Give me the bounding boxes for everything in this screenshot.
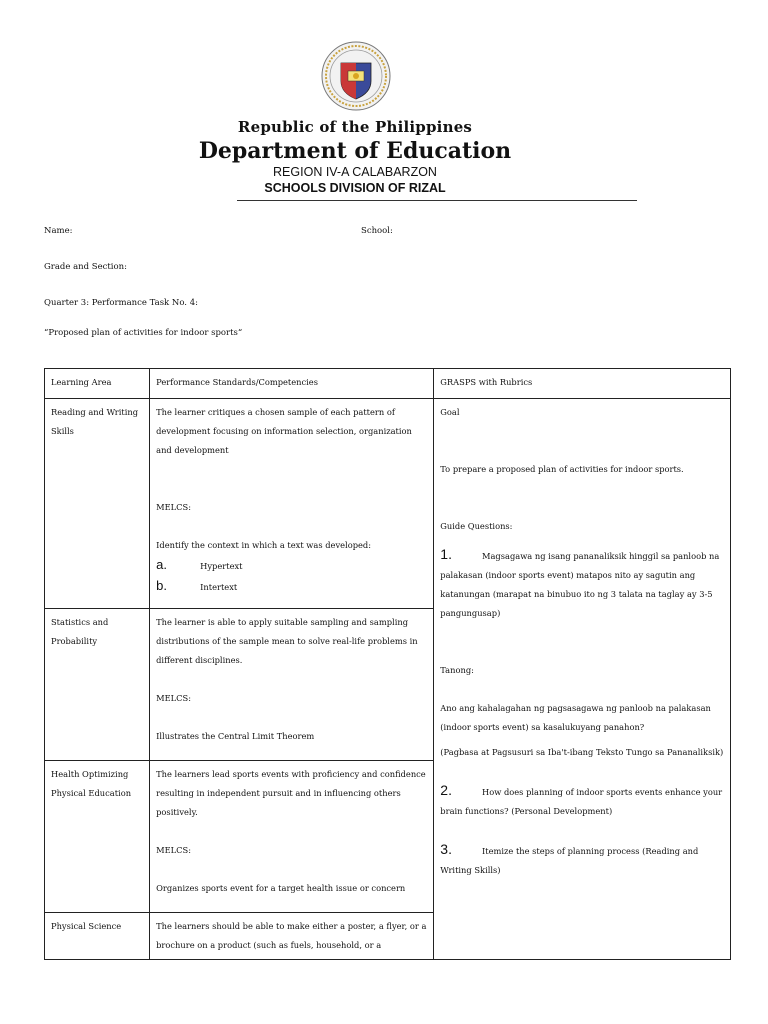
question-number: 1. <box>440 546 452 562</box>
goal-label: Goal <box>440 407 460 417</box>
standards-cell <box>150 913 434 960</box>
question-text: Itemize the steps of planning process (Reading and Writing Skills) <box>440 846 699 875</box>
standards-cell <box>150 761 434 913</box>
list-marker: b. <box>156 578 167 593</box>
list-item-text: Intertext <box>200 582 238 592</box>
table-header-cell: Learning Area <box>45 369 150 399</box>
list-item <box>156 576 427 597</box>
learning-area-cell: Health Optimizing Physical Education <box>45 761 150 913</box>
learning-area-cell: Statistics and Probability <box>45 609 150 761</box>
learning-area-cell: Reading and Writing Skills <box>45 399 150 609</box>
question-3 <box>440 840 724 880</box>
deped-seal-icon <box>321 41 391 111</box>
question-2 <box>440 781 724 821</box>
table-row <box>45 399 731 609</box>
header-rule <box>237 200 637 201</box>
standards-cell <box>150 399 434 609</box>
task-title: “Proposed plan of activities for indoor sports“ <box>44 328 243 338</box>
competency-text: Identify the context in which a text was developed: <box>156 540 372 550</box>
question-number: 2. <box>440 782 452 798</box>
competency-text: Organizes sports event for a target health issue or concern <box>156 883 406 893</box>
table-header-row <box>45 369 731 399</box>
republic-heading: Republic of the Philippines <box>237 118 473 136</box>
task-label: Quarter 3: Performance Task No. 4: <box>44 298 198 308</box>
melcs-label: MELCS: <box>156 502 192 512</box>
standards-cell <box>150 609 434 761</box>
list-marker: a. <box>156 557 167 572</box>
grade-section-label: Grade and Section: <box>44 262 127 272</box>
standard-text: The learner critiques a chosen sample of each pattern of development focusing on information selection, organization and development <box>156 407 412 455</box>
competency-text: Illustrates the Central Limit Theorem <box>156 731 315 741</box>
list-item-text: Hypertext <box>200 561 243 571</box>
question-number: 3. <box>440 841 452 857</box>
performance-task-table <box>44 368 731 960</box>
melcs-label: MELCS: <box>156 693 192 703</box>
melcs-label: MELCS: <box>156 845 192 855</box>
grasps-cell <box>434 399 731 960</box>
question-text: Magsagawa ng isang pananaliksik hinggil sa panloob na palakasan (indoor sports event) matapos nito ay sagutin ang katanungan (marapat na binubuo ito ng 3 talata na taglay ay 3-5 pangungusap) <box>440 551 720 618</box>
tanong-label: Tanong: <box>440 665 474 675</box>
standard-text: The learner is able to apply suitable sampling and sampling distributions of the sample mean to solve real-life problems in different disciplines. <box>156 617 418 665</box>
department-heading: Department of Education <box>198 138 512 164</box>
guide-questions-label: Guide Questions: <box>440 521 513 531</box>
question-1 <box>440 545 724 623</box>
goal-text: To prepare a proposed plan of activities for indoor sports. <box>440 464 684 474</box>
name-label: Name: <box>44 226 73 236</box>
school-label: School: <box>361 226 393 236</box>
division-heading: SCHOOLS DIVISION OF RIZAL <box>264 181 446 195</box>
tanong-reference: (Pagbasa at Pagsusuri sa Iba't-ibang Teksto Tungo sa Pananaliksik) <box>440 747 724 757</box>
question-text: How does planning of indoor sports events enhance your brain functions? (Personal Development) <box>440 787 723 816</box>
standard-text: The learners should be able to make either a poster, a flyer, or a brochure on a product (such as fuels, household, or a <box>156 921 427 950</box>
tanong-text: Ano ang kahalagahan ng pagsasagawa ng panloob na palakasan (indoor sports event) sa kasalukuyang panahon? <box>440 703 711 732</box>
table-header-cell: Performance Standards/Competencies <box>150 369 434 399</box>
learning-area-cell: Physical Science <box>45 913 150 960</box>
region-heading: REGION IV-A CALABARZON <box>273 165 437 179</box>
list-item <box>156 555 427 576</box>
standard-text: The learners lead sports events with proficiency and confidence resulting in independent pursuit and in influencing others positively. <box>156 769 426 817</box>
table-header-cell: GRASPS with Rubrics <box>434 369 731 399</box>
